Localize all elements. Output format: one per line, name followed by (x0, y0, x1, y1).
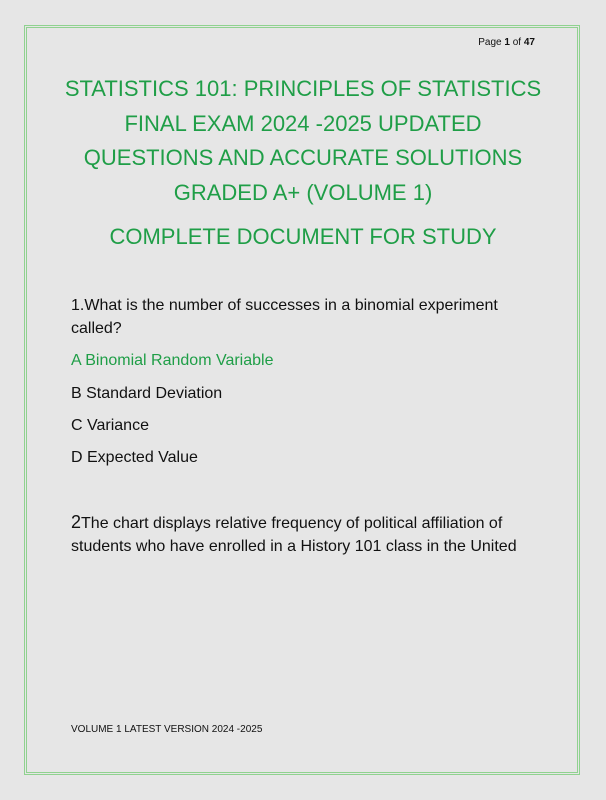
question-2 (71, 511, 541, 558)
question-1-option-c: C Variance (71, 417, 149, 434)
title-line: STATISTICS 101: PRINCIPLES OF STATISTICS (64, 76, 542, 101)
document-subtitle: COMPLETE DOCUMENT FOR STUDY (109, 224, 497, 249)
question-1 (71, 294, 541, 340)
title-line: QUESTIONS AND ACCURATE SOLUTIONS (83, 145, 523, 170)
question-1-text: What is the number of successes in a binomial experiment called? (71, 297, 498, 337)
page-total: 47 (523, 37, 535, 48)
question-2-number: 2 (71, 512, 82, 532)
page-footer: VOLUME 1 LATEST VERSION 2024 -2025 (71, 724, 263, 735)
page-current: 1 (504, 37, 510, 48)
question-1-number: 1. (71, 297, 85, 314)
document-title (40, 72, 566, 210)
title-line: FINAL EXAM 2024 -2025 UPDATED (124, 110, 482, 136)
page-of: of (512, 37, 522, 48)
question-1-option-d: D Expected Value (71, 449, 198, 466)
question-2-text: The chart displays relative frequency of political affiliation of students who have enrolled in a History 101 class in the United (71, 515, 517, 555)
title-line: GRADED A+ (VOLUME 1) (173, 179, 433, 205)
question-1-option-a: A Binomial Random Variable (71, 352, 274, 369)
page-prefix: Page (478, 37, 502, 48)
question-1-option-b: B Standard Deviation (71, 385, 223, 402)
page-number (400, 37, 535, 48)
